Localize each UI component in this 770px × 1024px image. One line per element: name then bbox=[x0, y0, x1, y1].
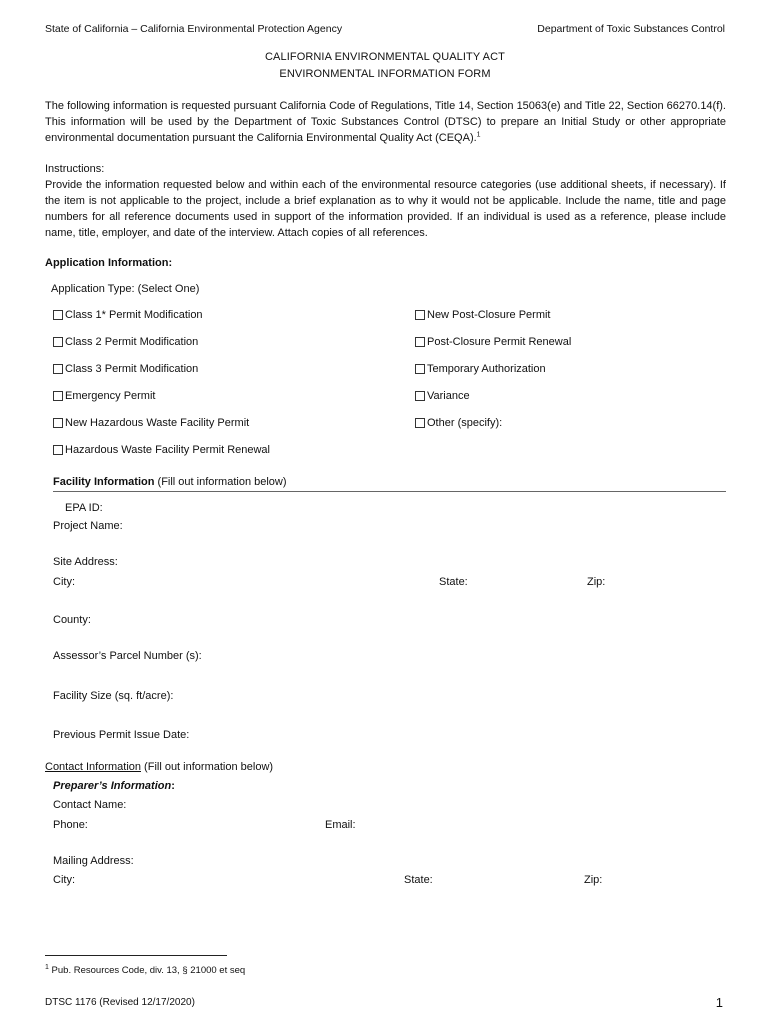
header-agency: State of California – California Environmental Protection Agency bbox=[45, 23, 343, 35]
contact-city-label: City: bbox=[53, 874, 75, 886]
contact-heading-note: (Fill out information below) bbox=[141, 761, 274, 773]
previous-permit-label: Previous Permit Issue Date: bbox=[53, 729, 190, 741]
option-temporary[interactable] bbox=[415, 363, 546, 375]
instructions-heading: Instructions: bbox=[45, 163, 105, 175]
phone-label: Phone: bbox=[53, 819, 88, 831]
option-other[interactable] bbox=[415, 417, 502, 429]
option-label: Class 1* Permit Modification bbox=[65, 309, 203, 321]
option-label: Variance bbox=[427, 390, 470, 402]
option-class2[interactable] bbox=[53, 336, 198, 348]
option-renewal[interactable] bbox=[53, 444, 270, 456]
footnote-number: 1 bbox=[45, 963, 49, 971]
option-new-facility[interactable] bbox=[53, 417, 249, 429]
footnote-divider bbox=[45, 955, 227, 956]
option-post-closure-renewal[interactable] bbox=[415, 336, 571, 348]
preparer-heading-row bbox=[53, 780, 175, 792]
checkbox-icon[interactable] bbox=[415, 337, 425, 347]
option-label: Emergency Permit bbox=[65, 390, 156, 402]
option-label: Hazardous Waste Facility Permit Renewal bbox=[65, 444, 270, 456]
checkbox-icon[interactable] bbox=[415, 391, 425, 401]
option-class1[interactable] bbox=[53, 309, 203, 321]
option-new-post-closure[interactable] bbox=[415, 309, 550, 321]
contact-zip-label: Zip: bbox=[584, 874, 603, 886]
intro-text: The following information is requested pursuant California Code of Regulations, Title 14, Section 15063(e) and Title 22, Section 66270.14(f). This information will be used by the Department of Toxic Substances Control (DTSC) to prepare an Initial Study or other appropriate environmental documentation pursuant the California Environmental Quality Act (CEQA). bbox=[45, 100, 726, 144]
option-label: New Post-Closure Permit bbox=[427, 309, 551, 321]
preparer-colon: : bbox=[171, 780, 175, 792]
instructions-text: Provide the information requested below and within each of the environmental resource categories (use additional sheets, if necessary). If the item is not applicable to the project, include a brief explanation as to why it would not be applicable. Include the name, title and page numbers for all reference documents used in support of the information provided. If an individual is used as a reference, please include name, title, employer, and date of the interview. Attach copies of all references. bbox=[45, 179, 726, 239]
checkbox-icon[interactable] bbox=[53, 445, 63, 455]
option-label: Post-Closure Permit Renewal bbox=[427, 336, 572, 348]
contact-heading-row bbox=[45, 761, 273, 773]
form-title-line2: ENVIRONMENTAL INFORMATION FORM bbox=[279, 68, 491, 80]
county-label: County: bbox=[53, 614, 91, 626]
form-id: DTSC 1176 (Revised 12/17/2020) bbox=[45, 997, 195, 1008]
footnote-ref: 1 bbox=[476, 131, 481, 139]
section-divider bbox=[53, 491, 726, 492]
checkbox-icon[interactable] bbox=[53, 391, 63, 401]
checkbox-icon[interactable] bbox=[415, 364, 425, 374]
checkbox-icon[interactable] bbox=[53, 364, 63, 374]
checkbox-icon[interactable] bbox=[415, 418, 425, 428]
checkbox-icon[interactable] bbox=[53, 310, 63, 320]
option-class3[interactable] bbox=[53, 363, 198, 375]
option-variance[interactable] bbox=[415, 390, 470, 402]
mailing-address-label: Mailing Address: bbox=[53, 855, 134, 867]
application-heading: Application Information: bbox=[45, 257, 173, 269]
intro-paragraph bbox=[45, 98, 726, 146]
parcel-number-label: Assessor’s Parcel Number (s): bbox=[53, 650, 202, 662]
contact-name-label: Contact Name: bbox=[53, 799, 127, 811]
checkbox-icon[interactable] bbox=[53, 418, 63, 428]
facility-size-label: Facility Size (sq. ft/acre): bbox=[53, 690, 174, 702]
epa-id-label: EPA ID: bbox=[65, 502, 103, 514]
application-type-label: Application Type: (Select One) bbox=[51, 283, 200, 295]
contact-heading: Contact Information bbox=[45, 761, 141, 773]
footnote bbox=[45, 965, 245, 976]
checkbox-icon[interactable] bbox=[53, 337, 63, 347]
checkbox-icon[interactable] bbox=[415, 310, 425, 320]
facility-heading-row bbox=[53, 476, 287, 488]
facility-zip-label: Zip: bbox=[587, 576, 606, 588]
email-label: Email: bbox=[325, 819, 356, 831]
project-name-label: Project Name: bbox=[53, 520, 123, 532]
facility-heading-note: (Fill out information below) bbox=[154, 476, 287, 488]
facility-heading: Facility Information bbox=[53, 476, 155, 488]
option-label: New Hazardous Waste Facility Permit bbox=[65, 417, 250, 429]
footnote-text: Pub. Resources Code, div. 13, § 21000 et seq bbox=[48, 965, 246, 976]
site-address-label: Site Address: bbox=[53, 556, 118, 568]
preparer-heading: Preparer’s Information bbox=[53, 780, 172, 792]
option-label: Class 2 Permit Modification bbox=[65, 336, 199, 348]
option-label: Other (specify): bbox=[427, 417, 503, 429]
option-label: Temporary Authorization bbox=[427, 363, 546, 375]
header-department: Department of Toxic Substances Control bbox=[537, 23, 725, 35]
contact-state-label: State: bbox=[404, 874, 433, 886]
form-title-line1: CALIFORNIA ENVIRONMENTAL QUALITY ACT bbox=[265, 51, 505, 63]
option-emergency[interactable] bbox=[53, 390, 155, 402]
facility-state-label: State: bbox=[439, 576, 468, 588]
option-label: Class 3 Permit Modification bbox=[65, 363, 199, 375]
facility-city-label: City: bbox=[53, 576, 75, 588]
page-number: 1 bbox=[715, 995, 723, 1010]
